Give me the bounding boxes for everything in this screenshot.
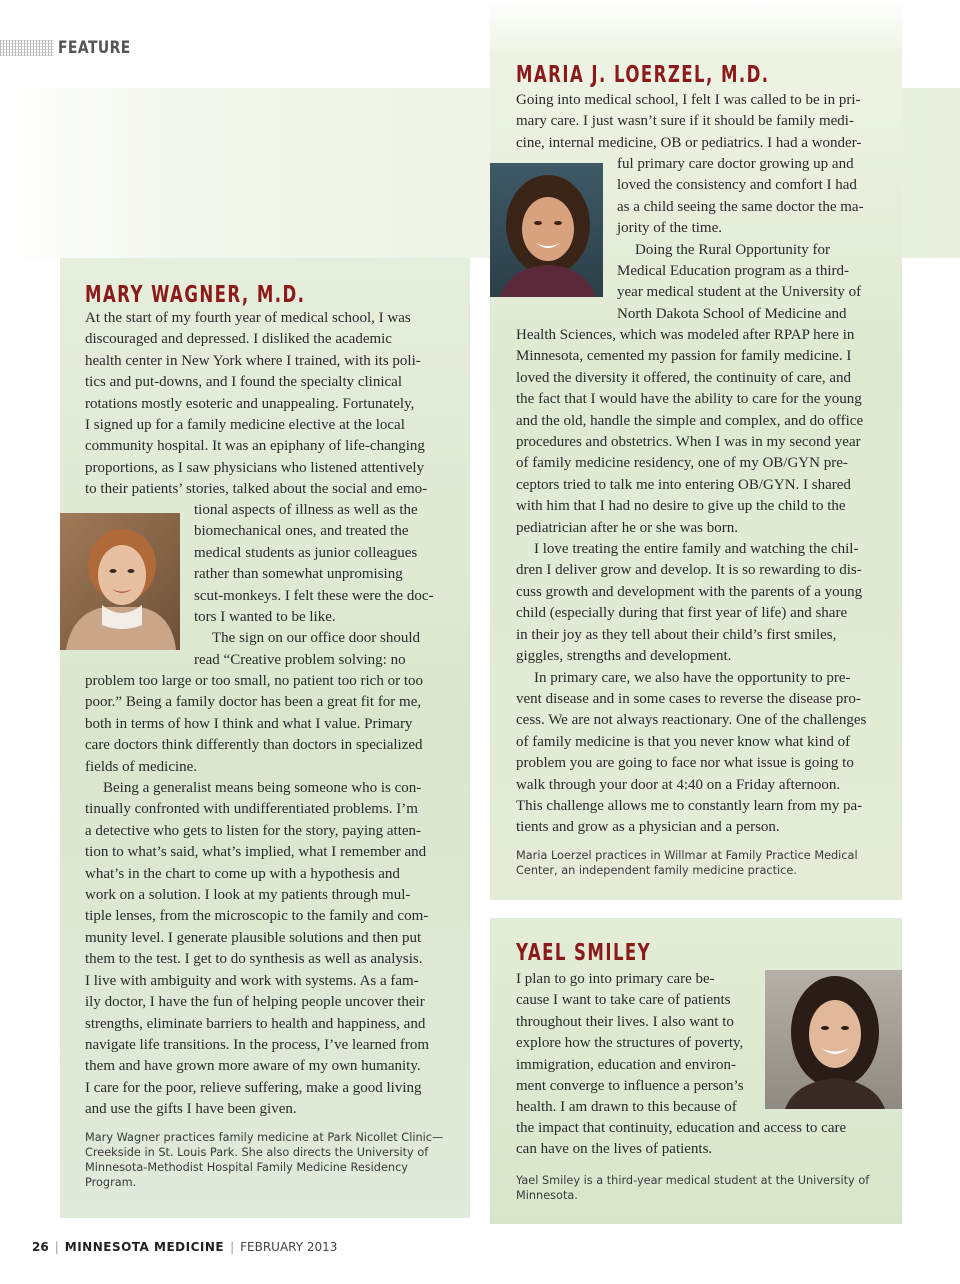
text-line: tional aspects of illness as well as the: [194, 502, 418, 518]
text-line: of family medicine residency, one of my OB/GYN pre-: [516, 455, 848, 472]
text-line: Health Sciences, which was modeled after RPAP here in: [516, 327, 855, 343]
section-label: FEATURE: [58, 38, 131, 58]
text-line: them and have grown more aware of my own humanity.: [85, 1058, 421, 1075]
page-footer: [32, 1240, 337, 1254]
text-line: both in terms of how I think and what I value. Primary: [85, 715, 413, 732]
mary-body-full: [85, 671, 460, 1121]
text-line: mary care. I just wasn’t sure if it should be family medi-: [516, 113, 854, 130]
text-line: explore how the structures of poverty,: [516, 1035, 744, 1052]
text-line: problem you are going to face nor what issue is going to: [516, 755, 854, 772]
mary-body-wrap: [194, 500, 454, 671]
text-line: throughout their lives. I also want to: [516, 1013, 734, 1030]
text-line: can have on the lives of patients.: [516, 1141, 713, 1158]
text-line: rotations mostly esoteric and unappealing. Fortunately,: [85, 395, 415, 412]
text-line: and the old, handle the simple and complex, and do office: [516, 412, 864, 429]
mary-caption: [85, 1130, 455, 1190]
text-line: tors I wanted to be like.: [194, 609, 336, 626]
text-line: ful primary care doctor growing up and: [617, 156, 854, 172]
text-line: poor.” Being a family doctor has been a great fit for me,: [85, 694, 422, 711]
text-line: problem too large or too small, no patient too rich or too: [85, 673, 423, 689]
caption-line: Creekside in St. Louis Park. She also directs the University of: [85, 1146, 429, 1159]
text-line: ceptors tried to talk me into entering OB/GYN. I shared: [516, 476, 851, 493]
halftone-stripe-icon: [0, 40, 54, 56]
text-line: dren I deliver grow and develop. It is so rewarding to dis-: [516, 562, 862, 579]
text-line: cause I want to take care of patients: [516, 992, 731, 1009]
text-line: tinually confronted with undifferentiated problems. I’m: [85, 801, 418, 818]
text-line: read “Creative problem solving: no: [194, 651, 406, 668]
text-line: tion to what’s said, what’s implied, what I remember and: [85, 844, 427, 861]
text-line: I plan to go into primary care be-: [516, 971, 715, 987]
maria-body-wrap: [617, 154, 887, 325]
text-line: This challenge allows me to constantly learn from my pa-: [516, 797, 863, 814]
text-line: I love treating the entire family and watching the chil-: [534, 541, 859, 558]
text-line: year medical student at the University of: [617, 284, 862, 301]
text-line: and use the gifts I have been given.: [85, 1101, 297, 1118]
text-line: health center in New York where I trained, with its poli-: [85, 352, 421, 369]
footer-divider: |: [54, 1240, 59, 1254]
text-line: as a child seeing the same doctor the ma-: [617, 198, 864, 215]
caption-line: Yael Smiley is a third-year medical student at the University of: [516, 1174, 870, 1187]
text-line: I signed up for a family medicine elective at the local: [85, 417, 405, 434]
text-line: cine, internal medicine, OB or pediatrics. I had a wonder-: [516, 134, 862, 151]
magazine-title: MINNESOTA MEDICINE: [64, 1240, 225, 1254]
text-line: navigate life transitions. In the process, I’ve learned from: [85, 1036, 430, 1053]
text-line: immigration, education and environ-: [516, 1056, 736, 1073]
text-line: work on a solution. I look at my patients through mul-: [85, 887, 411, 904]
text-line: with him that I had no desire to give up the child to the: [516, 498, 846, 515]
text-line: cess. We are not always reactionary. One of the challenges: [516, 712, 867, 729]
text-line: Minnesota, cemented my passion for family medicine. I: [516, 348, 852, 365]
text-line: rather than somewhat unpromising: [194, 566, 403, 583]
text-line: munity level. I generate plausible solutions and then put: [85, 929, 422, 946]
text-line: tics and put-downs, and I found the specialty clinical: [85, 374, 402, 391]
text-line: ily doctor, I have the fun of helping people uncover their: [85, 994, 425, 1011]
text-line: scut-monkeys. I felt these were the doc-: [194, 587, 434, 604]
text-line: what’s in the chart to come up with a hypothesis and: [85, 865, 400, 882]
text-line: tients and grow as a physician and a person.: [516, 819, 780, 836]
caption-line: Center, an independent family medicine practice.: [516, 864, 797, 877]
text-line: At the start of my fourth year of medical school, I was: [85, 310, 411, 326]
yael-caption: [516, 1173, 886, 1203]
text-line: the fact that I would have the ability to care for the young: [516, 391, 862, 408]
text-line: to their patients’ stories, talked about the social and emo-: [85, 481, 428, 498]
text-line: care doctors think differently than doctors in specialized: [85, 737, 423, 754]
text-line: proportions, as I saw physicians who listened attentively: [85, 459, 425, 476]
text-line: Doing the Rural Opportunity for: [635, 241, 830, 258]
text-line: jority of the time.: [617, 220, 722, 237]
maria-heading: MARIA J. LOERZEL, M.D.: [516, 62, 770, 88]
caption-line: Maria Loerzel practices in Willmar at Family Practice Medical: [516, 849, 858, 862]
text-line: loved the consistency and comfort I had: [617, 177, 857, 194]
text-line: I live with ambiguity and work with systems. As a fam-: [85, 972, 419, 989]
text-line: fields of medicine.: [85, 758, 198, 775]
text-line: strengths, eliminate barriers to health and happiness, and: [85, 1015, 426, 1032]
text-line: of family medicine is that you never know what kind of: [516, 733, 851, 750]
yael-body-full: [516, 1118, 896, 1161]
text-line: in their joy as they tell about their child’s first smiles,: [516, 626, 837, 643]
text-line: pediatrician after he or she was born.: [516, 519, 738, 536]
text-line: vent disease and in some cases to reverse the disease pro-: [516, 690, 861, 707]
text-line: community hospital. It was an epiphany of life-changing: [85, 438, 425, 455]
mary-photo: [60, 513, 180, 650]
yael-heading: YAEL SMILEY: [516, 940, 652, 966]
caption-line: Minnesota.: [516, 1189, 578, 1202]
text-line: child (especially during that first year of life) and share: [516, 605, 848, 622]
maria-caption: [516, 848, 886, 878]
text-line: Being a generalist means being someone who is con-: [103, 780, 422, 797]
issue-date: FEBRUARY 2013: [240, 1240, 338, 1254]
mary-heading: MARY WAGNER, M.D.: [85, 282, 306, 308]
text-line: ment converge to influence a person’s: [516, 1078, 744, 1095]
text-line: a detective who gets to listen for the story, paying atten-: [85, 822, 422, 839]
text-line: biomechanical ones, and treated the: [194, 523, 409, 540]
text-line: cuss growth and development with the parents of a young: [516, 583, 863, 600]
mary-body-top: [85, 308, 455, 501]
text-line: tiple lenses, from the microscopic to the family and com-: [85, 908, 429, 925]
text-line: loved the diversity it offered, the continuity of care, and: [516, 369, 852, 386]
text-line: them to the test. I get to do synthesis as well as analysis.: [85, 951, 423, 968]
text-line: giggles, strengths and development.: [516, 648, 732, 665]
yael-body-wrap: [516, 969, 761, 1119]
maria-body-top: [516, 90, 876, 154]
text-line: I care for the poor, relieve suffering, make a good living: [85, 1079, 422, 1096]
caption-line: Program.: [85, 1176, 137, 1189]
caption-line: Mary Wagner practices family medicine at Park Nicollet Clinic—: [85, 1131, 444, 1144]
text-line: The sign on our office door should: [212, 630, 421, 647]
text-line: Medical Education program as a third-: [617, 263, 850, 280]
text-line: walk through your door at 4:40 on a Friday afternoon.: [516, 776, 841, 793]
text-line: procedures and obstetrics. When I was in my second year: [516, 434, 861, 451]
text-line: health. I am drawn to this because of: [516, 1099, 737, 1116]
yael-photo: [765, 970, 902, 1109]
maria-body-full: [516, 325, 891, 839]
text-line: Going into medical school, I felt I was called to be in pri-: [516, 92, 861, 108]
page-number: 26: [32, 1240, 49, 1254]
text-line: In primary care, we also have the opportunity to pre-: [534, 669, 851, 686]
caption-line: Minnesota-Methodist Hospital Family Medicine Residency: [85, 1161, 408, 1174]
text-line: discouraged and depressed. I disliked the academic: [85, 331, 392, 348]
text-line: the impact that continuity, education and access to care: [516, 1120, 847, 1136]
text-line: North Dakota School of Medicine and: [617, 305, 847, 322]
footer-divider: |: [230, 1240, 235, 1254]
maria-photo: [490, 163, 603, 297]
text-line: medical students as junior colleagues: [194, 544, 418, 561]
